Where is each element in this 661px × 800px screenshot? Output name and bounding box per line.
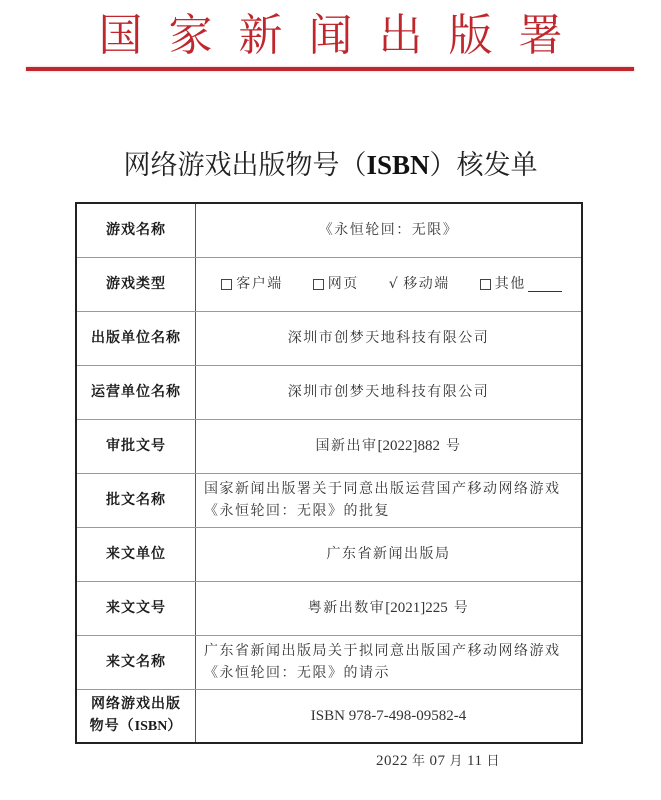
isbn-number: ISBN 978-7-498-09582-4 xyxy=(310,707,467,724)
date-month-unit: 月 xyxy=(449,754,464,769)
game-type-options xyxy=(196,273,581,295)
value-submitting-unit: 广东省新闻出版局 xyxy=(196,527,583,581)
value-submission-number xyxy=(196,581,583,635)
document-title xyxy=(0,147,661,184)
value-submission-title: 广东省新闻出版局关于拟同意出版国产移动网络游戏《永恒轮回：无限》的请示 xyxy=(196,635,583,689)
option-other-label: 其他 xyxy=(494,276,526,292)
label-isbn-line2-suffix: ） xyxy=(167,718,183,735)
letterhead-red-rule xyxy=(26,67,634,71)
date-year: 2022 xyxy=(376,753,408,769)
submission-number-suffix: 号 xyxy=(447,600,470,616)
label-isbn-line2-isbn: ISBN xyxy=(134,719,168,735)
option-other xyxy=(480,273,562,295)
row-submission-number xyxy=(76,581,582,635)
title-suffix: ）核发单 xyxy=(429,150,538,181)
value-game-type xyxy=(196,257,583,311)
option-client xyxy=(221,273,283,295)
value-publisher: 深圳市创梦天地科技有限公司 xyxy=(196,311,583,365)
row-approval-number xyxy=(76,419,582,473)
option-web-label: 网页 xyxy=(327,276,359,292)
approval-number-code: [2022]882 xyxy=(377,438,441,454)
row-game-name xyxy=(76,203,582,257)
checkbox-empty-icon xyxy=(480,279,491,290)
label-submission-title: 来文名称 xyxy=(76,635,196,689)
approval-number-suffix: 号 xyxy=(440,438,462,454)
option-mobile xyxy=(389,273,450,295)
label-submitting-unit: 来文单位 xyxy=(76,527,196,581)
label-isbn-line2 xyxy=(77,715,195,738)
option-client-label: 客户端 xyxy=(236,276,283,292)
fill-in-blank xyxy=(528,277,562,292)
checkbox-empty-icon xyxy=(221,279,232,290)
agency-letterhead: 国家新闻出版署 xyxy=(98,10,589,61)
label-isbn-line2-prefix: 物号（ xyxy=(89,718,135,735)
row-submitting-unit xyxy=(76,527,582,581)
label-isbn xyxy=(76,689,196,743)
submission-number-prefix: 粤新出数审 xyxy=(307,600,386,616)
row-operator xyxy=(76,365,582,419)
value-operator: 深圳市创梦天地科技有限公司 xyxy=(196,365,583,419)
checkmark-icon: √ xyxy=(388,276,400,292)
row-isbn xyxy=(76,689,582,743)
row-publisher xyxy=(76,311,582,365)
label-submission-number: 来文文号 xyxy=(76,581,196,635)
date-day: 11 xyxy=(467,753,483,769)
checkbox-empty-icon xyxy=(313,279,324,290)
value-approval-number xyxy=(196,419,583,473)
label-isbn-line1: 网络游戏出版 xyxy=(91,696,181,713)
date-month: 07 xyxy=(429,753,446,769)
row-game-type xyxy=(76,257,582,311)
approval-number-prefix: 国新出审 xyxy=(315,438,378,454)
value-game-name: 《永恒轮回：无限》 xyxy=(196,203,583,257)
submission-number-code: [2021]225 xyxy=(385,600,448,616)
row-submission-title xyxy=(76,635,582,689)
isbn-issuance-form xyxy=(75,202,583,744)
option-mobile-label: 移动端 xyxy=(403,276,450,292)
date-year-unit: 年 xyxy=(412,754,426,769)
label-approval-title: 批文名称 xyxy=(76,473,196,527)
label-game-type: 游戏类型 xyxy=(76,257,196,311)
issue-date xyxy=(376,750,504,770)
date-day-unit: 日 xyxy=(486,754,500,769)
value-isbn xyxy=(196,689,583,743)
label-game-name: 游戏名称 xyxy=(76,203,196,257)
label-approval-number: 审批文号 xyxy=(76,419,196,473)
row-approval-title xyxy=(76,473,582,527)
title-prefix: 网络游戏出版物号（ xyxy=(123,150,367,181)
option-web xyxy=(313,273,359,295)
label-publisher: 出版单位名称 xyxy=(76,311,196,365)
title-isbn: ISBN xyxy=(366,150,430,180)
value-approval-title: 国家新闻出版署关于同意出版运营国产移动网络游戏《永恒轮回：无限》的批复 xyxy=(196,473,583,527)
label-operator: 运营单位名称 xyxy=(76,365,196,419)
